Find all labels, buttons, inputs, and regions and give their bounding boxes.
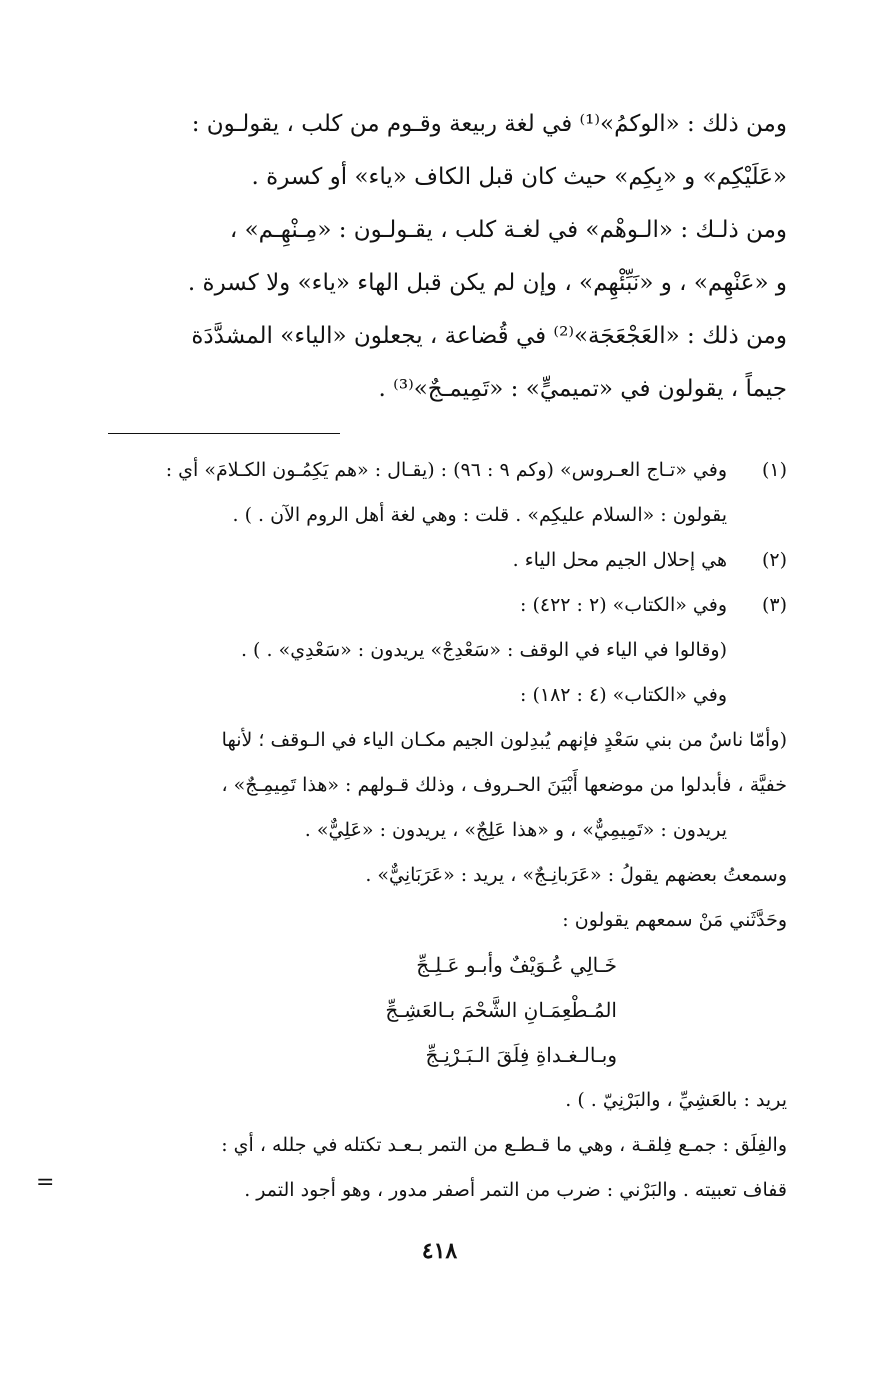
footnote-line: يقولون : «السلام عليكِم» . قلت : وهي لغة أهل الروم الآن . ) .: [232, 504, 727, 526]
closing-line: والفِلَق : جمـع فِلقـة ، وهي ما قـطـع من التمر بـعـد تكتله في جلله ، أي :: [221, 1134, 787, 1156]
main-line-5: ومن ذلك : «العَجْعَجَة»⁽²⁾ في قُضاعة ، يجعلون «الياء» المشدَّدَة: [191, 323, 787, 349]
quote-line: (وأمّا ناسٌ من بني سَعْدٍ فإنهم يُبدِلون الجيم مكـان الياء في الـوقف ؛ لأنها: [221, 729, 787, 751]
verse-line: وبـالـغـداةِ فِلَقَ الـبَـرْنِـجِّ: [425, 1043, 617, 1067]
quote-line: وحَدَّثَني مَنْ سمعهم يقولون :: [562, 909, 787, 931]
footnote-2: [87, 538, 787, 583]
main-line-1: ومن ذلك : «الوكمُ»⁽¹⁾ في لغة ربيعة وقـوم من كلب ، يقولـون :: [191, 111, 787, 137]
footnotes-block: [87, 448, 787, 1213]
closing-line: يريد : بالعَشِيِّ ، والبَرْنِيّ . ) .: [565, 1089, 787, 1111]
footnote-number: (٣): [761, 594, 787, 616]
footnote-1: [87, 448, 787, 493]
footnote-line: وفي «تـاج العـروس» (وكم ٩ : ٩٦) : (يقـال : «هم يَكِمُـون الكـلامَ» أي :: [165, 459, 727, 481]
footnote-line: وفي «الكتاب» (٤ : ١٨٢) :: [520, 684, 727, 706]
main-line-4: و «عَنْهِم» ، و «نَبِّئْهِم» ، وإن لم يكن قبل الهاء «ياء» ولا كسرة .: [187, 270, 787, 296]
verse-line: المُـطْعِمَـانِ الشَّحْمَ بـالعَشِـجِّ: [385, 998, 617, 1022]
footnote-3: [87, 583, 787, 628]
main-text-block: [87, 98, 787, 416]
footnote-line: هي إحلال الجيم محل الياء .: [512, 549, 727, 571]
footnote-line: (وقالوا في الياء في الوقف : «سَعْدِجْ» يريدون : «سَعْدِي» . ) .: [240, 639, 727, 661]
main-line-6: جيماً ، يقولون في «تميميٍّ» : «تَمِيمـجٌ»⁽³⁾ .: [378, 376, 787, 402]
footnote-line: وفي «الكتاب» (٢ : ٤٢٢) :: [520, 594, 727, 616]
main-line-2: «عَلَيْكِم» و «بِكِم» حيث كان قبل الكاف «ياء» أو كسرة .: [251, 164, 787, 190]
page-number: ٤١٨: [421, 1238, 458, 1264]
footnote-number: (٢): [761, 549, 787, 571]
quote-line: خفيَّة ، فأبدلوا من موضعها أَبْيَنَ الحـروف ، وذلك قـولهم : «هذا تَمِيمِـجٌ» ،: [221, 774, 787, 796]
footnote-number: (١): [761, 459, 787, 481]
closing-line: قفاف تعبيته . والبَرْني : ضرب من التمر أصفر مدور ، وهو أجود التمر .: [244, 1179, 787, 1201]
footnote-separator: [108, 433, 340, 434]
main-line-3: ومن ذلـك : «الـوهْم» في لغـة كلب ، يقـولـون : «مِـنْهِـم» ،: [229, 217, 787, 243]
verse-line: خَـالِي عُـوَيْفٌ وأبـو عَـلِـجِّ: [416, 953, 617, 977]
quote-line: وسمعتُ بعضهم يقولُ : «عَرَبانِـجٌ» ، يريد : «عَرَبَانِيٌّ» .: [365, 864, 787, 886]
continuation-mark: =: [36, 1170, 55, 1195]
quote-line: يريدون : «تَمِيمِيٌّ» ، و «هذا عَلِجٌ» ، يريدون : «عَلِيٌّ» .: [304, 819, 727, 841]
